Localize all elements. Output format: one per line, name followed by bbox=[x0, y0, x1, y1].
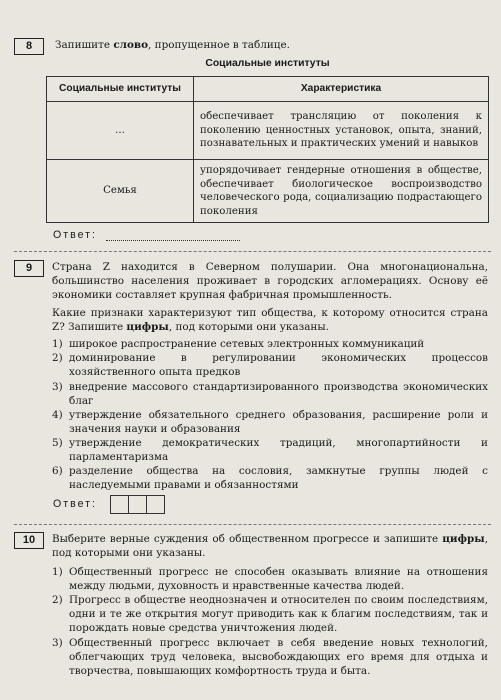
option-number: 6) bbox=[52, 465, 63, 477]
answer-cell[interactable] bbox=[110, 495, 129, 514]
option-item bbox=[52, 380, 488, 408]
table-row bbox=[47, 160, 489, 223]
question-8-number: 8 bbox=[14, 38, 44, 55]
table-cell-characteristic: упорядочивает гендерные отношения в обществе, обеспечивает биологическое воспроизводство человеческого рода, социализацию подрастающего поколения bbox=[194, 160, 489, 223]
option-number: 4) bbox=[52, 409, 63, 421]
table-cell-institution: Семья bbox=[47, 160, 194, 223]
question-9-number: 9 bbox=[14, 260, 44, 277]
option-text: Общественный прогресс не способен оказывать влияние на отношения между людьми, духовность и нравственные качества людей. bbox=[69, 566, 488, 593]
option-text: разделение общества на сословия, замкнутые группы людей с наследуемыми правами и обязанностями bbox=[69, 465, 488, 492]
option-number: 2) bbox=[52, 594, 63, 606]
option-number: 2) bbox=[52, 352, 63, 364]
option-number: 3) bbox=[52, 381, 63, 393]
separator-line bbox=[14, 524, 491, 525]
option-text: утверждение обязательного среднего образования, расширение роли и значения науки и образования bbox=[69, 409, 488, 436]
option-number: 3) bbox=[52, 637, 63, 649]
option-item bbox=[52, 593, 488, 636]
answer-cell[interactable] bbox=[128, 495, 147, 514]
option-text: Прогресс в обществе неоднозначен и относителен по своим последствиям, одни и те же открытия могут приводить как к благим последствиям, так и порождать новые средства уничтожения людей. bbox=[69, 594, 488, 635]
answer-input-8[interactable] bbox=[106, 240, 240, 241]
answer-cell[interactable] bbox=[146, 495, 165, 514]
option-number: 5) bbox=[52, 437, 63, 449]
table-header-row bbox=[47, 77, 489, 102]
column-header-institutions: Социальные институты bbox=[47, 77, 194, 102]
answer-boxes-9 bbox=[110, 495, 163, 514]
option-item bbox=[52, 351, 488, 379]
column-header-characteristic: Характеристика bbox=[194, 77, 489, 102]
option-text: утверждение демократических традиций, многопартийности и парламентаризма bbox=[69, 437, 488, 464]
option-item bbox=[52, 464, 488, 492]
question-8-prompt: Запишите слово, пропущенное в таблице. bbox=[55, 39, 290, 51]
option-item bbox=[52, 436, 488, 464]
option-number: 1) bbox=[52, 566, 63, 578]
option-text: внедрение массового стандартизированного производства экономических благ bbox=[69, 381, 488, 408]
option-text: Общественный прогресс включает в себя введение новых технологий, облегчающих труд человека, высвобождающих его время для отдыха и творчества, повышающих комфортность труда и быта. bbox=[69, 637, 488, 678]
social-institutes-table bbox=[46, 76, 489, 223]
option-number: 1) bbox=[52, 338, 63, 350]
option-item bbox=[52, 636, 488, 679]
question-9-question: Какие признаки характеризуют тип общества, к которому относится страна Z? Запишите цифры, под которыми они указаны. bbox=[52, 307, 488, 334]
option-text: доминирование в регулировании экономических процессов хозяйственного опыта предков bbox=[69, 352, 488, 379]
table-cell-institution: ... bbox=[47, 102, 194, 160]
table-title: Социальные институты bbox=[205, 58, 330, 69]
answer-label-9: Ответ: bbox=[53, 498, 97, 510]
separator-line bbox=[14, 251, 491, 252]
question-9-text: Страна Z находится в Северном полушарии. Она многонациональна, большинство населения проживает в городских агломерациях. Основу её экономики составляет крупная фабричная промышленность. bbox=[52, 261, 488, 302]
option-item bbox=[52, 408, 488, 436]
option-item bbox=[52, 337, 488, 351]
answer-label-8: Ответ: bbox=[53, 229, 97, 241]
question-10-question: Выберите верные суждения об общественном прогрессе и запишите цифры, под которыми они указаны. bbox=[52, 533, 488, 560]
table-row bbox=[47, 102, 489, 160]
question-10-number: 10 bbox=[14, 532, 44, 549]
option-text: широкое распространение сетевых электронных коммуникаций bbox=[69, 338, 425, 350]
option-item bbox=[52, 565, 488, 593]
table-cell-characteristic: обеспечивает трансляцию от поколения к поколению ценностных установок, опыта, знаний, познавательных и практических умений и навыков bbox=[194, 102, 489, 160]
